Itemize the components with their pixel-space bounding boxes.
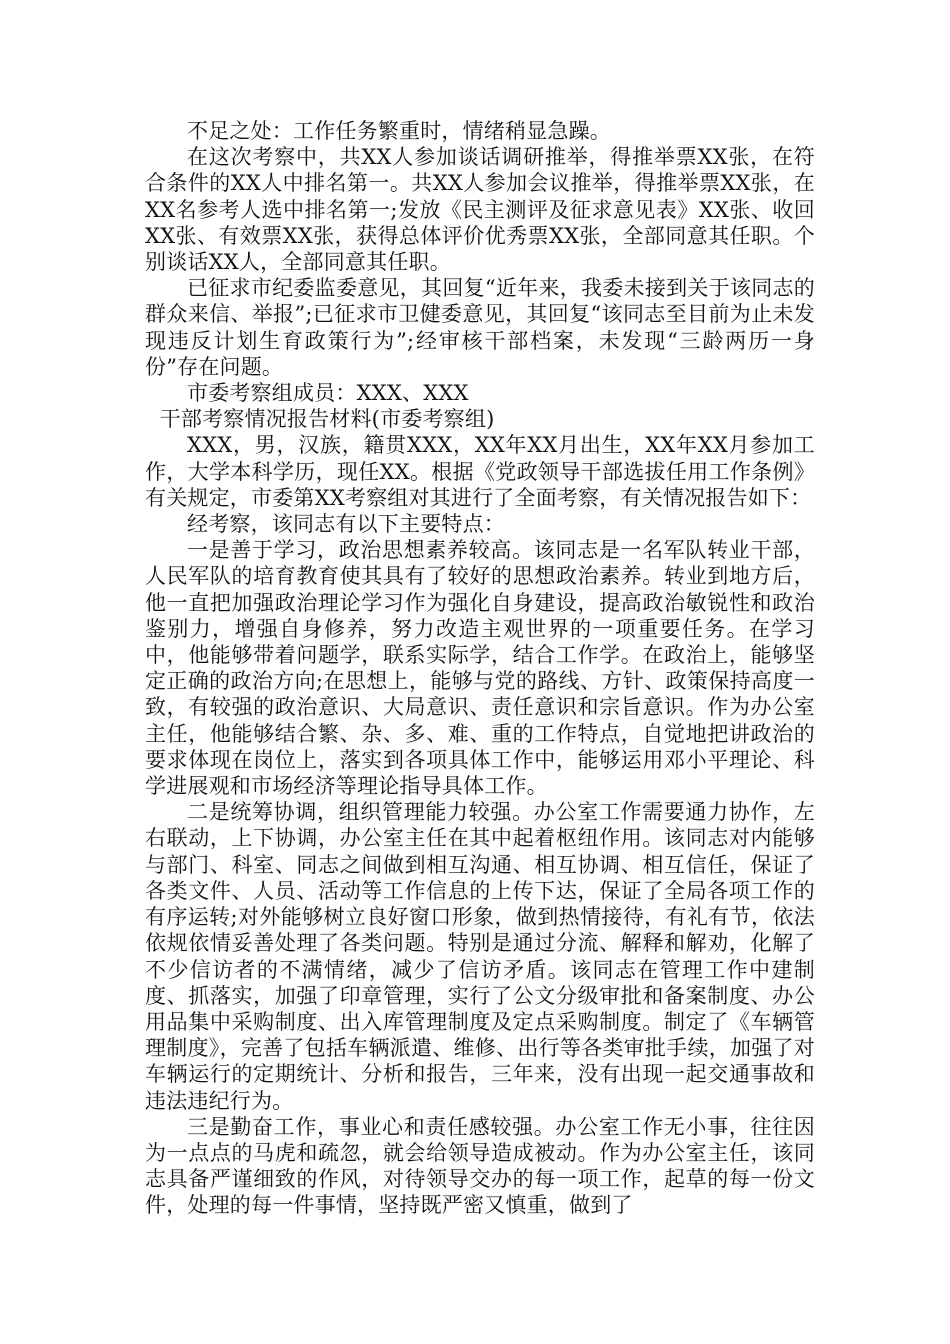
paragraph-team-members: 市委考察组成员：XXX、XXX <box>187 381 469 406</box>
paragraph-opinions-solicited: 已征求市纪委监委意见，其回复“近年来，我委未接到关于该同志的群众来信、举报”;已征求市卫健委意见，其回复“该同志至目前为止未发现违反计划生育政策行为”;经审核干部档案，未发现“三龄两历一身份”存在问题。 <box>145 276 815 379</box>
paragraph-shortcomings: 不足之处：工作任务繁重时，情绪稍显急躁。 <box>187 119 611 143</box>
paragraph-basic-info: XXX，男，汉族，籍贯XXX，XX年XX月出生，XX年XX月参加工作，大学本科学历，现任XX。根据《党政领导干部选拔任用工作条例》有关规定，市委第XX考察组对其进行了全面考察，有关情况报告如下： <box>145 433 815 510</box>
document-title: 干部考察情况报告材料(市委考察组) <box>159 407 495 432</box>
paragraph-features-intro: 经考察，该同志有以下主要特点： <box>187 512 505 537</box>
paragraph-feature-2: 二是统筹协调，组织管理能力较强。办公室工作需要通力协作，左右联动，上下协调，办公室主任在其中起着枢纽作用。该同志对内能够与部门、科室、同志之间做到相互沟通、相互协调、相互信任，保证了各类文件、人员、活动等工作信息的上传下达，保证了全局各项工作的有序运转;对外能够树立良好窗口形象，做到热情接待，有礼有节，依法依规依情妥善处理了各类问题。特别是通过分流、解释和解劝，化解了不少信访者的不满情绪，减少了信访矛盾。该同志在管理工作中建制度、抓落实，加强了印章管理，实行了公文分级审批和备案制度、办公用品集中采购制度、出入库管理制度及定点采购制度。制定了《车辆管理制度》，完善了包括车辆派遣、维修、出行等各类审批手续，加强了对车辆运行的定期统计、分析和报告，三年来，没有出现一起交通事故和违法违纪行为。 <box>145 800 815 1113</box>
paragraph-feature-3: 三是勤奋工作，事业心和责任感较强。办公室工作无小事，往往因为一点点的马虎和疏忽，就会给领导造成被动。作为办公室主任，该同志具备严谨细致的作风，对待领导交办的每一项工作，起草的每一份文件，处理的每一件事情，坚持既严密又慎重，做到了 <box>145 1114 815 1218</box>
paragraph-feature-1: 一是善于学习，政治思想素养较高。该同志是一名军队转业干部，人民军队的培育教育使其具有了较好的思想政治素养。转业到地方后，他一直把加强政治理论学习作为强化自身建设，提高政治敏锐性和政治鉴别力，增强自身修养，努力改造主观世界的一项重要任务。在学习中，他能够带着问题学，联系实际学，结合工作学。在政治上，能够坚定正确的政治方向;在思想上，能够与党的路线、方针、政策保持高度一致，有较强的政治意识、大局意识、责任意识和宗旨意识。作为办公室主任，他能够结合繁、杂、多、难、重的工作特点，自觉地把讲政治的要求体现在岗位上，落实到各项具体工作中，能够运用邓小平理论、科学进展观和市场经济等理论指导具体工作。 <box>145 538 815 799</box>
document-page <box>145 118 815 1219</box>
paragraph-recommendation-votes: 在这次考察中，共XX人参加谈话调研推举，得推举票XX张，在符合条件的XX人中排名第一。共XX人参加会议推举，得推举票XX张，在XX名参考人选中排名第一;发放《民主测评及征求意见表》XX张、收回XX张、有效票XX张，获得总体评价优秀票XX张，全部同意其任职。个别谈话XX人，全部同意其任职。 <box>145 145 815 275</box>
